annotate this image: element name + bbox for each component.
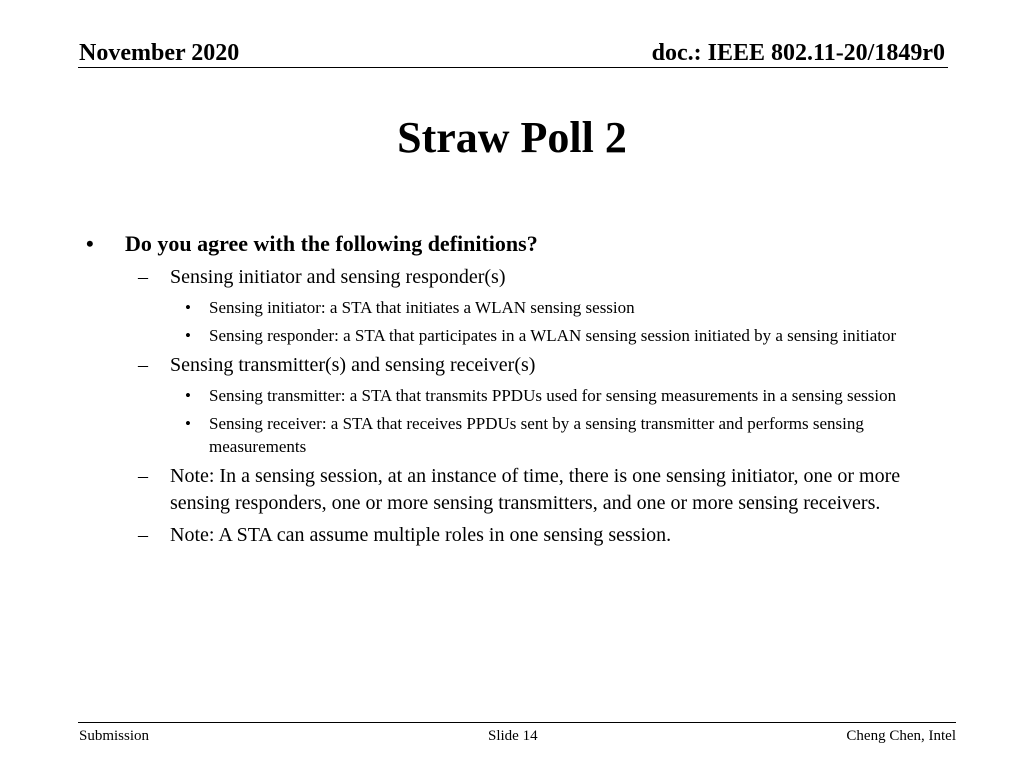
dash-marker: – <box>138 354 148 376</box>
subsubitem-initiator-text: Sensing initiator: a STA that initiates a WLAN sensing session <box>209 298 635 317</box>
bullet-marker: • <box>185 386 191 405</box>
subsubitem-transmitter <box>185 384 909 407</box>
bullet-question-text: Do you agree with the following definitions? <box>125 231 538 256</box>
bullet-marker: • <box>86 231 94 256</box>
footer-author: Cheng Chen, Intel <box>846 728 956 744</box>
subsubitem-receiver <box>185 412 909 458</box>
footer-rule <box>78 722 956 723</box>
subitem-group1-text: Sensing initiator and sensing responder(s) <box>170 266 506 288</box>
footer-submission: Submission <box>79 728 150 744</box>
note-roles <box>138 522 940 549</box>
bullet-marker: • <box>185 298 191 317</box>
footer-slide-number: Slide 14 <box>488 728 538 744</box>
bullet-question <box>86 230 925 258</box>
subitem-group2-text: Sensing transmitter(s) and sensing receiver(s) <box>170 354 536 376</box>
subitem-group2 <box>138 352 940 379</box>
bullet-marker: • <box>185 414 191 433</box>
subsubitem-responder <box>185 324 909 347</box>
subsubitem-transmitter-text: Sensing transmitter: a STA that transmits PPDUs used for sensing measurements in a sensing session <box>209 386 897 405</box>
subsubitem-receiver-text: Sensing receiver: a STA that receives PPDUs sent by a sensing transmitter and performs sensing measurements <box>209 414 864 456</box>
slide-body <box>0 230 1024 554</box>
bullet-marker: • <box>185 326 191 345</box>
note-roles-text: Note: A STA can assume multiple roles in one sensing session. <box>170 524 672 546</box>
slide-title: Straw Poll 2 <box>397 113 627 162</box>
header-rule <box>78 67 948 68</box>
header-doc-id: doc.: IEEE 802.11-20/1849r0 <box>651 40 945 66</box>
note-session-text: Note: In a sensing session, at an instance of time, there is one sensing initiator, one or more sensing responders, one or more sensing transmitters, and one or more sensing receivers. <box>170 465 901 514</box>
subsubitem-initiator <box>185 296 909 319</box>
dash-marker: – <box>138 465 148 487</box>
subitem-group1 <box>138 264 940 291</box>
dash-marker: – <box>138 524 148 546</box>
note-session <box>138 463 940 517</box>
header-date: November 2020 <box>79 40 240 66</box>
subsubitem-responder-text: Sensing responder: a STA that participates in a WLAN sensing session initiated by a sensing initiator <box>209 326 897 345</box>
dash-marker: – <box>138 266 148 288</box>
